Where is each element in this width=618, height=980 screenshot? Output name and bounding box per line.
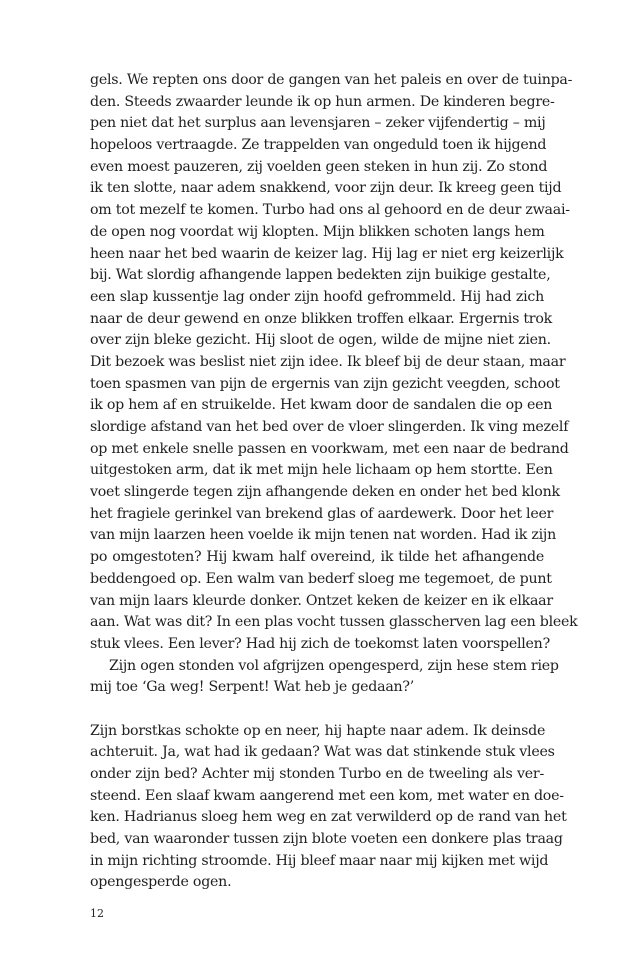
text-line: bij. Wat slordig afhangende lappen bedekten zijn buikige gestalte, — [90, 267, 551, 284]
text-line: steend. Een slaaf kwam aangerend met een kom, met water en doe- — [90, 787, 564, 804]
paragraph-1 — [90, 70, 578, 656]
section-break — [90, 699, 544, 721]
text-line: aan. Wat was dit? In een plas vocht tussen glasscherven lag een bleek — [90, 614, 578, 631]
text-line: uitgestoken arm, dat ik met mijn hele lichaam op hem stortte. Een — [90, 462, 553, 479]
text-line: voet slingerde tegen zijn afhangende deken en onder het bed klonk — [90, 484, 560, 501]
text-line: op met enkele snelle passen en voorkwam, met een naar de bedrand — [90, 440, 569, 457]
body-text — [90, 70, 578, 894]
text-line: Zijn ogen stonden vol afgrijzen opengesperd, zijn hese stem riep — [109, 657, 559, 674]
text-line: van mijn laarzen heen voelde ik mijn tenen nat worden. Had ik zijn — [90, 527, 556, 544]
text-line: heen naar het bed waarin de keizer lag. Hij lag er niet erg keizerlijk — [90, 245, 564, 262]
text-line: de open nog voordat wij klopten. Mijn blikken schoten langs hem — [90, 223, 545, 240]
page-number: 12 — [90, 907, 104, 920]
text-line: naar de deur gewend en onze blikken troffen elkaar. Ergernis trok — [90, 310, 552, 327]
text-line: hopeloos vertraagde. Ze trappelden van ongeduld toen ik hijgend — [90, 137, 547, 154]
text-line: stuk vlees. Een lever? Had hij zich de toekomst laten voorspellen? — [90, 635, 550, 652]
text-line: gels. We repten ons door de gangen van het paleis en over de tuinpa- — [90, 72, 573, 88]
text-line: even moest pauzeren, zij voelden geen steken in hun zij. Zo stond — [90, 158, 548, 175]
text-line: het fragiele gerinkel van brekend glas of aardewerk. Door het leer — [90, 505, 554, 522]
text-line: po omgestoten? Hij kwam half overeind, ik tilde het afhangende — [90, 549, 544, 566]
text-line: van mijn laars kleurde donker. Ontzet keken de keizer en ik elkaar — [90, 592, 553, 609]
text-line: ik ten slotte, naar adem snakkend, voor zijn deur. Ik kreeg geen tijd — [90, 180, 562, 197]
text-line: onder zijn bed? Achter mij stonden Turbo en de tweeling als ver- — [90, 766, 544, 782]
text-line: een slap kussentje lag onder zijn hoofd gefrommeld. Hij had zich — [90, 288, 544, 305]
text-line: opengesperde ogen. — [90, 874, 232, 891]
text-line: Zijn borstkas schokte op en neer, hij hapte naar adem. Ik deinsde — [90, 722, 546, 739]
text-line: in mijn richting stroomde. Hij bleef maar naar mij kijken met wijd — [90, 852, 549, 869]
paragraph-3 — [90, 721, 567, 895]
text-line: mij toe ‘Ga weg! Serpent! Wat heb je gedaan?’ — [90, 679, 415, 696]
text-line: om tot mezelf te komen. Turbo had ons al gehoord en de deur zwaai- — [90, 202, 570, 219]
text-line: ik op hem af en struikelde. Het kwam door de sandalen die op een — [90, 397, 553, 414]
text-line: bed, van waaronder tussen zijn blote voeten een donkere plas traag — [90, 831, 563, 848]
paragraph-2 — [90, 656, 559, 699]
text-line: Dit bezoek was beslist niet zijn idee. Ik bleef bij de deur staan, maar — [90, 353, 566, 370]
text-line: pen niet dat het surplus aan levensjaren – zeker vijfendertig – mij — [90, 115, 546, 132]
text-line: beddengoed op. Een walm van bederf sloeg me tegemoet, de punt — [90, 570, 552, 587]
text-line: over zijn bleke gezicht. Hij sloot de ogen, wilde de mijne niet zien. — [90, 332, 551, 349]
text-line: slordige afstand van het bed over de vloer slingerden. Ik ving mezelf — [90, 419, 569, 435]
text-line: toen spasmen van pijn de ergernis van zijn gezicht veegden, schoot — [90, 375, 560, 392]
text-line: achteruit. Ja, wat had ik gedaan? Wat was dat stinkende stuk vlees — [90, 744, 555, 761]
text-line: den. Steeds zwaarder leunde ik op hun armen. De kinderen begre- — [90, 93, 555, 110]
text-line: ken. Hadrianus sloeg hem weg en zat verwilderd op de rand van het — [90, 809, 567, 826]
